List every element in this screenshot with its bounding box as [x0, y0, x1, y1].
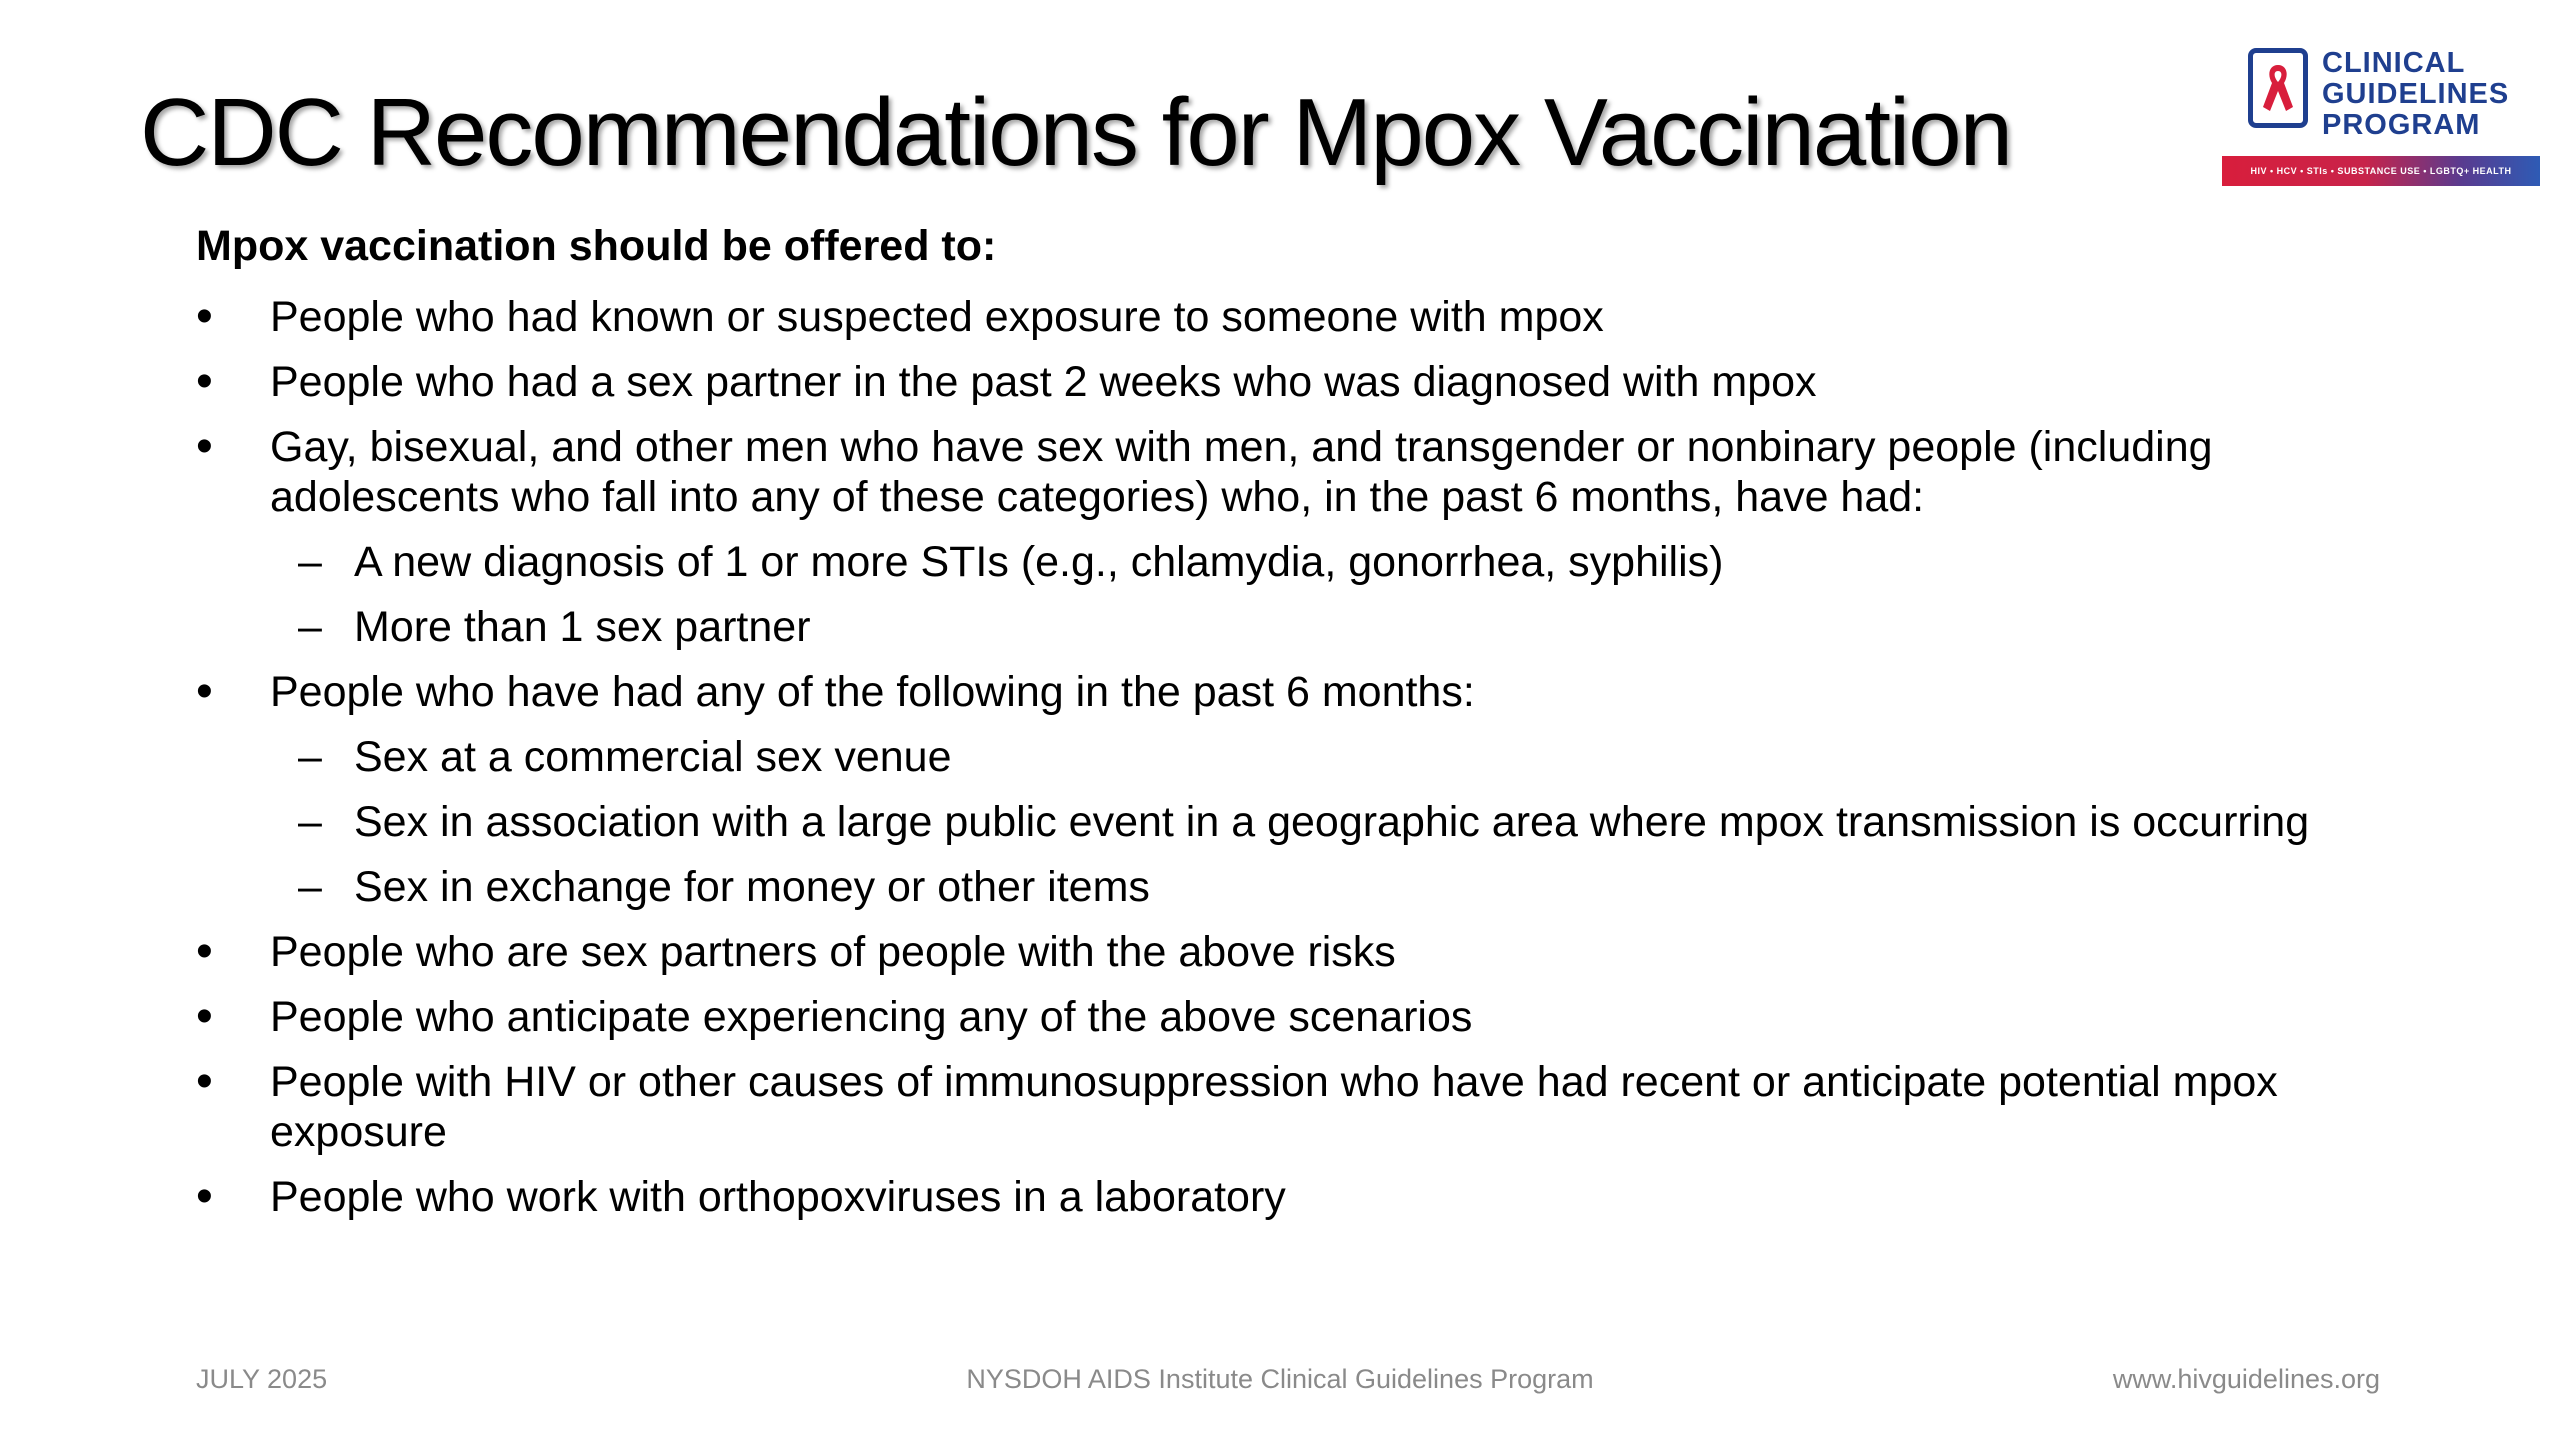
- bullet-text: People who are sex partners of people with the above risks: [270, 928, 1396, 976]
- sub-bullet-item: – Sex in exchange for money or other items: [270, 862, 2436, 912]
- footer-date: JULY 2025: [196, 1364, 328, 1394]
- bullet-item: [196, 667, 2436, 912]
- footer-program: NYSDOH AIDS Institute Clinical Guidelines Program: [966, 1364, 1594, 1394]
- logo-tagline-bar: HIV • HCV • STIs • SUBSTANCE USE • LGBTQ+ HEALTH: [2222, 156, 2540, 186]
- subheading: Mpox vaccination should be offered to:: [196, 222, 997, 270]
- sub-bullet-item: – More than 1 sex partner: [270, 602, 2436, 652]
- slide-title: CDC Recommendations for Mpox Vaccination: [140, 79, 2012, 186]
- bullet-item: [196, 357, 2436, 407]
- sub-bullet-item: – Sex at a commercial sex venue: [270, 732, 2436, 782]
- logo-line-3: PROGRAM: [2322, 109, 2481, 141]
- bullet-text: Gay, bisexual, and other men who have sex with men, and transgender or nonbinary people (including adolescents who fall into any of these categories) who, in the past 6 months, have had:: [270, 423, 2213, 521]
- sub-bullet-item: – Sex in association with a large public event in a geographic area where mpox transmission is occurring: [270, 797, 2436, 847]
- clinical-guidelines-logo: [2222, 48, 2540, 190]
- slide-content: [196, 218, 2436, 1237]
- footer-website: www.hivguidelines.org: [2112, 1364, 2380, 1394]
- bullet-item: [196, 292, 2436, 342]
- bullet-item: [196, 1057, 2436, 1157]
- bullet-item: [196, 422, 2436, 652]
- sub-bullet-list: [270, 537, 2436, 652]
- logo-icon-frame: [2248, 48, 2308, 128]
- sub-bullet-list: [270, 732, 2436, 912]
- bullet-text: People who anticipate experiencing any of the above scenarios: [270, 993, 1473, 1041]
- bullet-item: [196, 1172, 2436, 1222]
- bullet-text: People who had known or suspected exposure to someone with mpox: [270, 293, 1604, 341]
- bullet-item: [196, 927, 2436, 977]
- bullet-text: People who have had any of the following in the past 6 months:: [270, 668, 1475, 716]
- bullet-text: People who work with orthopoxviruses in a laboratory: [270, 1173, 1286, 1221]
- bullet-list: [196, 292, 2436, 1222]
- bullet-item: [196, 992, 2436, 1042]
- logo-line-2: GUIDELINES: [2322, 78, 2510, 110]
- bullet-text: People who had a sex partner in the past 2 weeks who was diagnosed with mpox: [270, 358, 1817, 406]
- sub-bullet-item: – A new diagnosis of 1 or more STIs (e.g., chlamydia, gonorrhea, syphilis): [270, 537, 2436, 587]
- logo-text: [2322, 48, 2509, 141]
- red-ribbon-icon: [2261, 61, 2295, 117]
- bullet-text: People with HIV or other causes of immunosuppression who have had recent or anticipate potential mpox exposure: [270, 1058, 2278, 1156]
- logo-line-1: CLINICAL: [2322, 47, 2466, 79]
